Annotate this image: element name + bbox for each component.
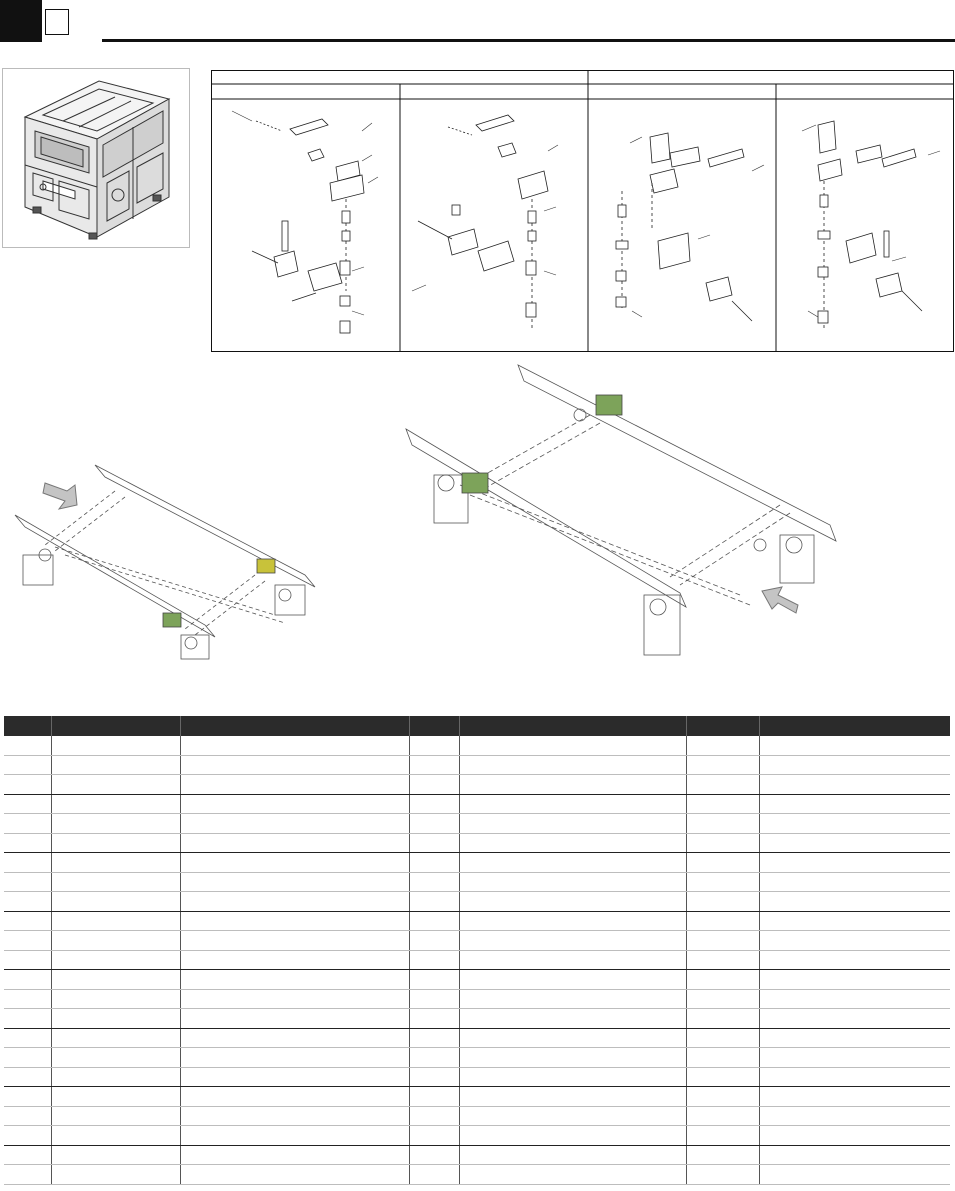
table-cell	[686, 970, 759, 990]
table-cell	[686, 892, 759, 912]
table-cell	[180, 1145, 409, 1165]
table-cell	[409, 814, 459, 834]
table-cell	[51, 872, 180, 892]
table-cell	[686, 794, 759, 814]
table-cell	[4, 931, 51, 951]
table-cell	[51, 775, 180, 795]
table-row	[4, 892, 950, 912]
panel-1-exploded-view	[252, 119, 364, 333]
table-cell	[459, 950, 686, 970]
table-cell	[409, 755, 459, 775]
table-cell	[459, 1048, 686, 1068]
table-row	[4, 775, 950, 795]
table-cell	[51, 833, 180, 853]
table-cell	[409, 775, 459, 795]
table-cell	[409, 872, 459, 892]
table-cell	[459, 775, 686, 795]
panel-3-exploded-view	[616, 133, 752, 321]
table-row	[4, 872, 950, 892]
table-cell	[759, 833, 950, 853]
conveyor-frame-assembly-detail	[400, 355, 840, 665]
table-cell	[459, 911, 686, 931]
table-row	[4, 950, 950, 970]
table-row	[4, 755, 950, 775]
column-header	[759, 716, 950, 736]
table-row	[4, 1106, 950, 1126]
table-cell	[180, 931, 409, 951]
table-row	[4, 931, 950, 951]
table-cell	[4, 755, 51, 775]
table-cell	[409, 1165, 459, 1185]
table-cell	[180, 872, 409, 892]
table-cell	[409, 1106, 459, 1126]
table-cell	[759, 911, 950, 931]
column-header	[51, 716, 180, 736]
table-row	[4, 794, 950, 814]
table-cell	[686, 872, 759, 892]
table-row	[4, 970, 950, 990]
table-row	[4, 989, 950, 1009]
table-cell	[759, 775, 950, 795]
table-cell	[180, 814, 409, 834]
table-cell	[51, 853, 180, 873]
table-cell	[686, 755, 759, 775]
table-cell	[180, 911, 409, 931]
table-cell	[759, 989, 950, 1009]
table-cell	[4, 1009, 51, 1029]
table-cell	[459, 1009, 686, 1029]
table-cell	[4, 736, 51, 755]
table-cell	[4, 853, 51, 873]
table-cell	[4, 1126, 51, 1146]
table-cell	[180, 989, 409, 1009]
highlighted-part	[596, 395, 622, 415]
column-header	[180, 716, 409, 736]
table-cell	[759, 853, 950, 873]
table-cell	[4, 1106, 51, 1126]
table-cell	[686, 1067, 759, 1087]
table-cell	[686, 814, 759, 834]
table-cell	[180, 950, 409, 970]
table-cell	[459, 833, 686, 853]
table-cell	[4, 989, 51, 1009]
table-cell	[51, 892, 180, 912]
table-row	[4, 1165, 950, 1185]
table-cell	[409, 911, 459, 931]
table-cell	[686, 853, 759, 873]
table-cell	[4, 911, 51, 931]
highlighted-part	[462, 473, 488, 493]
table-cell	[4, 1087, 51, 1107]
table-cell	[409, 931, 459, 951]
table-cell	[459, 755, 686, 775]
table-cell	[686, 775, 759, 795]
exploded-parts-frame	[211, 70, 954, 352]
table-cell	[180, 892, 409, 912]
table-cell	[180, 1106, 409, 1126]
conveyor-frame-assembly	[5, 455, 335, 670]
table-cell	[51, 1126, 180, 1146]
table-cell	[759, 1126, 950, 1146]
table-cell	[180, 736, 409, 755]
table-cell	[409, 950, 459, 970]
highlighted-part	[163, 613, 181, 627]
table-cell	[459, 814, 686, 834]
assembly-view-small	[5, 455, 335, 670]
table-cell	[180, 1048, 409, 1068]
table-cell	[459, 970, 686, 990]
table-cell	[686, 1087, 759, 1107]
table-cell	[409, 1087, 459, 1107]
flow-direction-arrow-icon	[43, 483, 77, 509]
highlighted-part	[257, 559, 275, 573]
table-cell	[759, 1087, 950, 1107]
table-cell	[4, 1028, 51, 1048]
table-cell	[180, 1165, 409, 1185]
table-cell	[686, 1048, 759, 1068]
table-cell	[180, 853, 409, 873]
table-cell	[759, 814, 950, 834]
column-header	[686, 716, 759, 736]
exploded-parts-diagram	[212, 71, 953, 351]
table-cell	[409, 970, 459, 990]
table-cell	[180, 1126, 409, 1146]
table-cell	[409, 1028, 459, 1048]
table-cell	[686, 911, 759, 931]
table-cell	[759, 950, 950, 970]
table-cell	[4, 794, 51, 814]
table-cell	[51, 814, 180, 834]
column-header	[409, 716, 459, 736]
table-cell	[51, 736, 180, 755]
table-cell	[51, 1165, 180, 1185]
table-row	[4, 1028, 950, 1048]
table-cell	[459, 989, 686, 1009]
table-cell	[51, 911, 180, 931]
header-rule	[102, 39, 955, 42]
table-row	[4, 911, 950, 931]
table-cell	[409, 989, 459, 1009]
section-number-box	[45, 9, 69, 35]
table-cell	[51, 1028, 180, 1048]
table-cell	[686, 1106, 759, 1126]
table-cell	[759, 872, 950, 892]
table-cell	[686, 931, 759, 951]
table-cell	[51, 1106, 180, 1126]
table-cell	[686, 1126, 759, 1146]
table-cell	[409, 833, 459, 853]
table-cell	[4, 1145, 51, 1165]
table-cell	[759, 1106, 950, 1126]
table-cell	[409, 1048, 459, 1068]
table-cell	[686, 1009, 759, 1029]
table-row	[4, 736, 950, 755]
table-cell	[759, 1145, 950, 1165]
table-row	[4, 1126, 950, 1146]
table-cell	[459, 1145, 686, 1165]
table-cell	[459, 1165, 686, 1185]
table-row	[4, 853, 950, 873]
table-cell	[180, 1067, 409, 1087]
table-cell	[759, 1165, 950, 1185]
table-cell	[409, 1145, 459, 1165]
table-cell	[459, 794, 686, 814]
machine-overview-image	[2, 68, 190, 248]
column-header	[4, 716, 51, 736]
parts-table-body	[4, 736, 950, 1184]
table-cell	[180, 794, 409, 814]
table-row	[4, 814, 950, 834]
table-cell	[51, 1048, 180, 1068]
table-cell	[759, 892, 950, 912]
table-cell	[4, 814, 51, 834]
table-cell	[4, 892, 51, 912]
flow-direction-arrow-icon	[762, 587, 798, 613]
table-cell	[4, 970, 51, 990]
panel-4-exploded-view	[818, 121, 922, 331]
table-cell	[180, 755, 409, 775]
table-cell	[51, 931, 180, 951]
table-cell	[51, 989, 180, 1009]
table-cell	[686, 1165, 759, 1185]
table-cell	[686, 1028, 759, 1048]
table-cell	[4, 833, 51, 853]
table-cell	[459, 872, 686, 892]
table-cell	[4, 872, 51, 892]
column-header	[459, 716, 686, 736]
table-row	[4, 833, 950, 853]
table-cell	[686, 1145, 759, 1165]
table-cell	[686, 833, 759, 853]
table-cell	[51, 1145, 180, 1165]
panel-2-exploded-view	[418, 115, 548, 331]
table-cell	[759, 1009, 950, 1029]
table-cell	[759, 1067, 950, 1087]
table-cell	[459, 892, 686, 912]
table-cell	[459, 931, 686, 951]
table-cell	[409, 1009, 459, 1029]
table-cell	[51, 794, 180, 814]
table-header-row	[4, 716, 950, 736]
table-cell	[459, 736, 686, 755]
section-tab-block	[0, 0, 42, 42]
table-cell	[180, 1028, 409, 1048]
parts-list-table	[4, 716, 950, 1185]
table-cell	[759, 931, 950, 951]
table-cell	[4, 775, 51, 795]
table-cell	[409, 1067, 459, 1087]
table-cell	[180, 970, 409, 990]
table-cell	[4, 1048, 51, 1068]
table-cell	[4, 1165, 51, 1185]
assembly-view-large	[400, 355, 840, 665]
table-cell	[51, 970, 180, 990]
table-cell	[409, 1126, 459, 1146]
table-cell	[686, 736, 759, 755]
table-cell	[459, 1126, 686, 1146]
table-cell	[459, 1087, 686, 1107]
table-cell	[759, 794, 950, 814]
table-cell	[759, 755, 950, 775]
table-cell	[51, 950, 180, 970]
table-row	[4, 1087, 950, 1107]
table-cell	[51, 1087, 180, 1107]
table-cell	[180, 833, 409, 853]
table-row	[4, 1067, 950, 1087]
table-cell	[459, 1067, 686, 1087]
table-cell	[759, 970, 950, 990]
table-cell	[409, 736, 459, 755]
table-row	[4, 1048, 950, 1068]
table-row	[4, 1145, 950, 1165]
table-cell	[180, 1009, 409, 1029]
table-cell	[759, 1048, 950, 1068]
table-cell	[4, 1067, 51, 1087]
table-cell	[51, 1067, 180, 1087]
table-cell	[759, 1028, 950, 1048]
table-cell	[459, 1106, 686, 1126]
table-cell	[409, 794, 459, 814]
table-cell	[409, 853, 459, 873]
table-cell	[4, 950, 51, 970]
table-cell	[180, 775, 409, 795]
machine-isometric-icon	[3, 69, 189, 247]
table-row	[4, 1009, 950, 1029]
table-cell	[180, 1087, 409, 1107]
table-cell	[409, 892, 459, 912]
table-cell	[459, 1028, 686, 1048]
table-cell	[51, 1009, 180, 1029]
table-cell	[459, 853, 686, 873]
table-cell	[51, 755, 180, 775]
table-cell	[686, 989, 759, 1009]
table-cell	[686, 950, 759, 970]
table-cell	[759, 736, 950, 755]
